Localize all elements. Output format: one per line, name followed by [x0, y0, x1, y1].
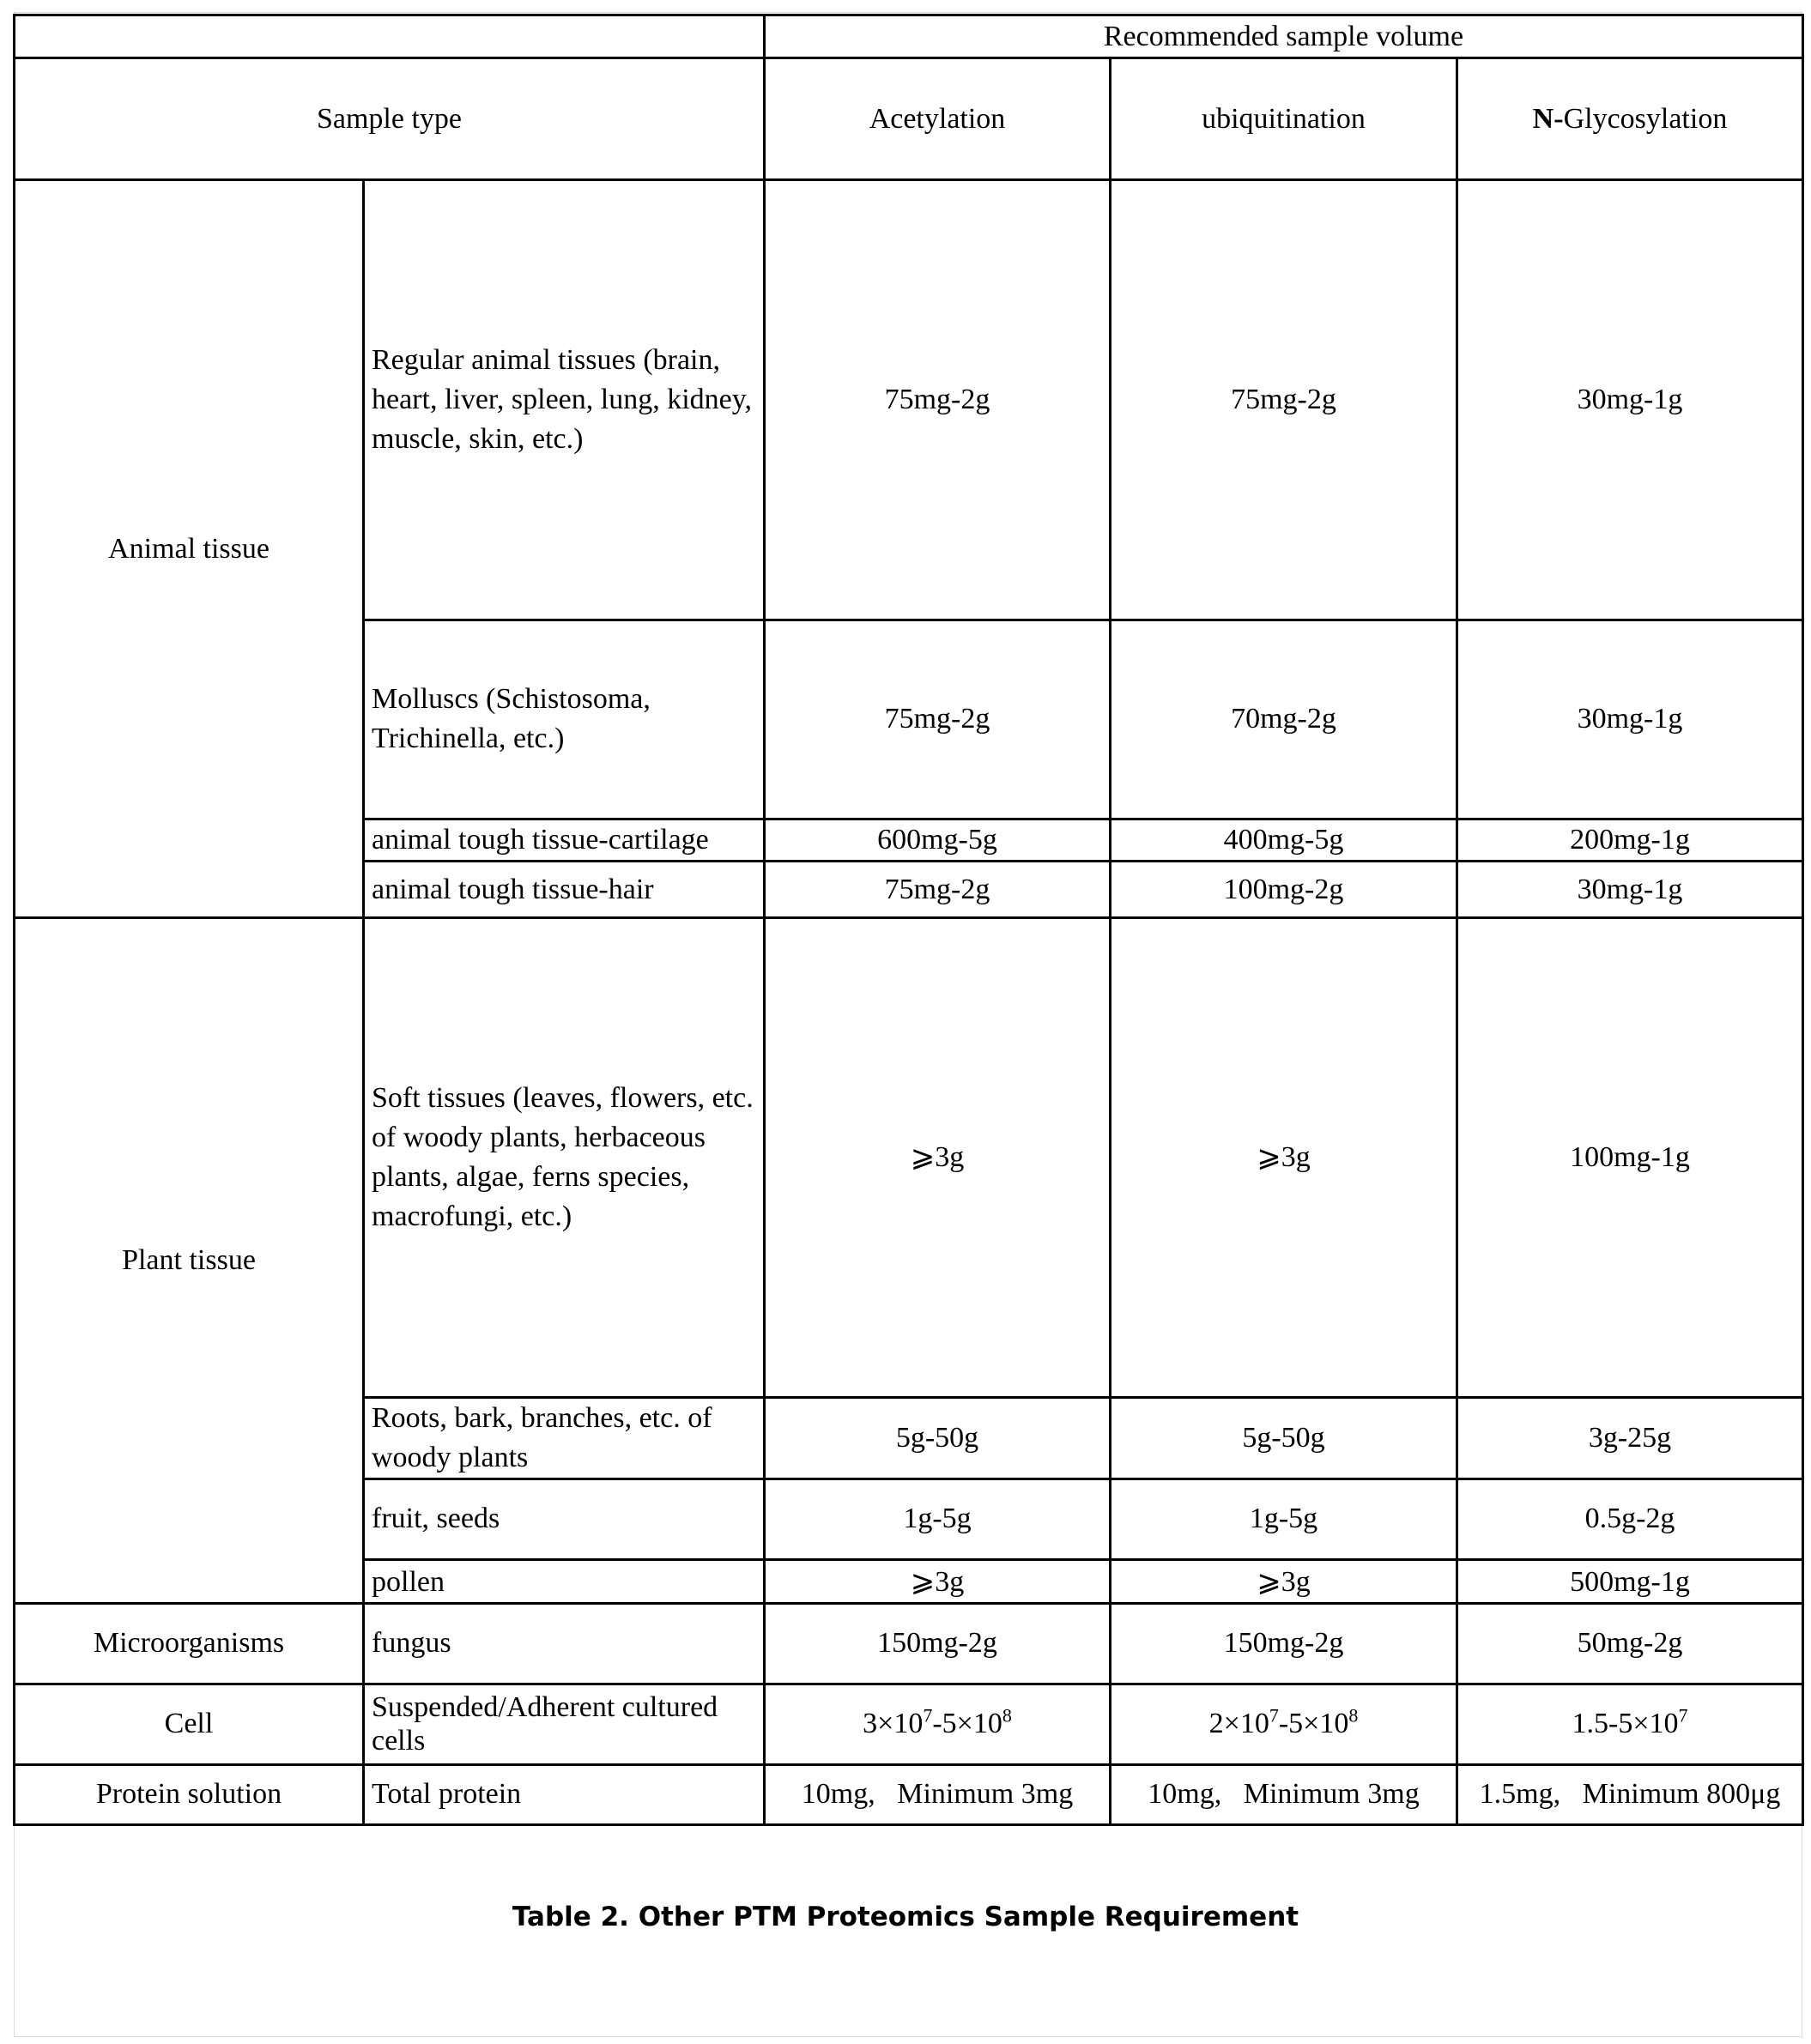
acetylation-cell	[765, 1684, 1111, 1764]
sample-type-cell: Total protein	[364, 1764, 765, 1824]
n-glycosylation-cell: 100mg-1g	[1457, 918, 1803, 1398]
acetylation-cell: 75mg-2g	[765, 620, 1111, 819]
group-protein-solution: Protein solution	[15, 1764, 364, 1824]
sample-requirement-table	[13, 14, 1804, 1826]
n-glycosylation-cell: 50mg-2g	[1457, 1603, 1803, 1684]
acetylation-cell: 75mg-2g	[765, 180, 1111, 620]
acetylation-header: Acetylation	[765, 58, 1111, 180]
exponent: 8	[1348, 1705, 1359, 1727]
table-row	[15, 1603, 1803, 1684]
ubiquitination-cell: 5g-50g	[1111, 1397, 1457, 1479]
n-glycosylation-cell: 30mg-1g	[1457, 862, 1803, 918]
group-microorganisms: Microorganisms	[15, 1603, 364, 1684]
ubiquitination-cell: 100mg-2g	[1111, 862, 1457, 918]
n-glycosylation-cell: 30mg-1g	[1457, 180, 1803, 620]
sample-type-cell: pollen	[364, 1559, 765, 1603]
sample-type-cell: fungus	[364, 1603, 765, 1684]
table-caption: Table 2. Other PTM Proteomics Sample Requirement	[512, 1902, 1299, 1932]
value-part: 3×10	[863, 1708, 924, 1740]
ubiquitination-cell: 400mg-5g	[1111, 819, 1457, 861]
exponent: 7	[1269, 1705, 1279, 1727]
exponent: 8	[1002, 1705, 1012, 1727]
n-glycosylation-cell: 200mg-1g	[1457, 819, 1803, 861]
acetylation-cell: 10mg, Minimum 3mg	[765, 1764, 1111, 1824]
sample-type-cell: Molluscs (Schistosoma, Trichinella, etc.)	[364, 620, 765, 819]
sample-type-cell: Soft tissues (leaves, flowers, etc. of woody plants, herbaceous plants, algae, ferns species, macrofungi, etc.)	[364, 918, 765, 1398]
table-row	[15, 180, 1803, 620]
sample-type-cell: fruit, seeds	[364, 1479, 765, 1559]
recommended-volume-header: Recommended sample volume	[765, 15, 1803, 58]
header-row-group	[15, 15, 1803, 58]
ubiquitination-cell: 1g-5g	[1111, 1479, 1457, 1559]
ubiquitination-cell: 70mg-2g	[1111, 620, 1457, 819]
acetylation-cell: 150mg-2g	[765, 1603, 1111, 1684]
ubiquitination-cell: ⩾3g	[1111, 1559, 1457, 1603]
value-part: 2×10	[1208, 1708, 1269, 1740]
acetylation-cell: 75mg-2g	[765, 862, 1111, 918]
n-glycosylation-cell	[1457, 1684, 1803, 1764]
value-part: -5×10	[1278, 1708, 1349, 1740]
ubiquitination-cell	[1111, 1684, 1457, 1764]
sample-type-cell: animal tough tissue-hair	[364, 862, 765, 918]
sample-type-header: Sample type	[15, 58, 765, 180]
header-row-columns	[15, 58, 1803, 180]
value-part: -5×10	[932, 1708, 1002, 1740]
group-plant-tissue: Plant tissue	[15, 918, 364, 1604]
exponent: 7	[1678, 1705, 1688, 1727]
value-part: 1.5-5×10	[1572, 1708, 1679, 1740]
sample-type-cell: Regular animal tissues (brain, heart, liver, spleen, lung, kidney, muscle, skin, etc.)	[364, 180, 765, 620]
acetylation-cell: ⩾3g	[765, 918, 1111, 1398]
n-glycosylation-cell: 0.5g-2g	[1457, 1479, 1803, 1559]
sample-type-cell: Roots, bark, branches, etc. of woody plants	[364, 1397, 765, 1479]
acetylation-cell: 600mg-5g	[765, 819, 1111, 861]
acetylation-cell: ⩾3g	[765, 1559, 1111, 1603]
acetylation-cell: 5g-50g	[765, 1397, 1111, 1479]
n-glycosylation-header	[1457, 58, 1803, 180]
table-row	[15, 1684, 1803, 1764]
sample-type-cell: Suspended/Adherent cultured cells	[364, 1684, 765, 1764]
n-prefix: N-	[1532, 102, 1564, 135]
table-row	[15, 918, 1803, 1398]
group-animal-tissue: Animal tissue	[15, 180, 364, 918]
ubiquitination-cell: 75mg-2g	[1111, 180, 1457, 620]
acetylation-cell: 1g-5g	[765, 1479, 1111, 1559]
group-cell: Cell	[15, 1684, 364, 1764]
ubiquitination-cell: 150mg-2g	[1111, 1603, 1457, 1684]
ubiquitination-cell: 10mg, Minimum 3mg	[1111, 1764, 1457, 1824]
n-glycosylation-cell: 1.5mg, Minimum 800μg	[1457, 1764, 1803, 1824]
table-row	[15, 1764, 1803, 1824]
header-blank-cell	[15, 15, 765, 58]
n-glycosylation-cell: 3g-25g	[1457, 1397, 1803, 1479]
n-glycosylation-cell: 500mg-1g	[1457, 1559, 1803, 1603]
n-glycosylation-cell: 30mg-1g	[1457, 620, 1803, 819]
ubiquitination-cell: ⩾3g	[1111, 918, 1457, 1398]
glycosylation-text: Glycosylation	[1563, 102, 1728, 135]
exponent: 7	[923, 1705, 933, 1727]
sample-type-cell: animal tough tissue-cartilage	[364, 819, 765, 861]
ubiquitination-header: ubiquitination	[1111, 58, 1457, 180]
